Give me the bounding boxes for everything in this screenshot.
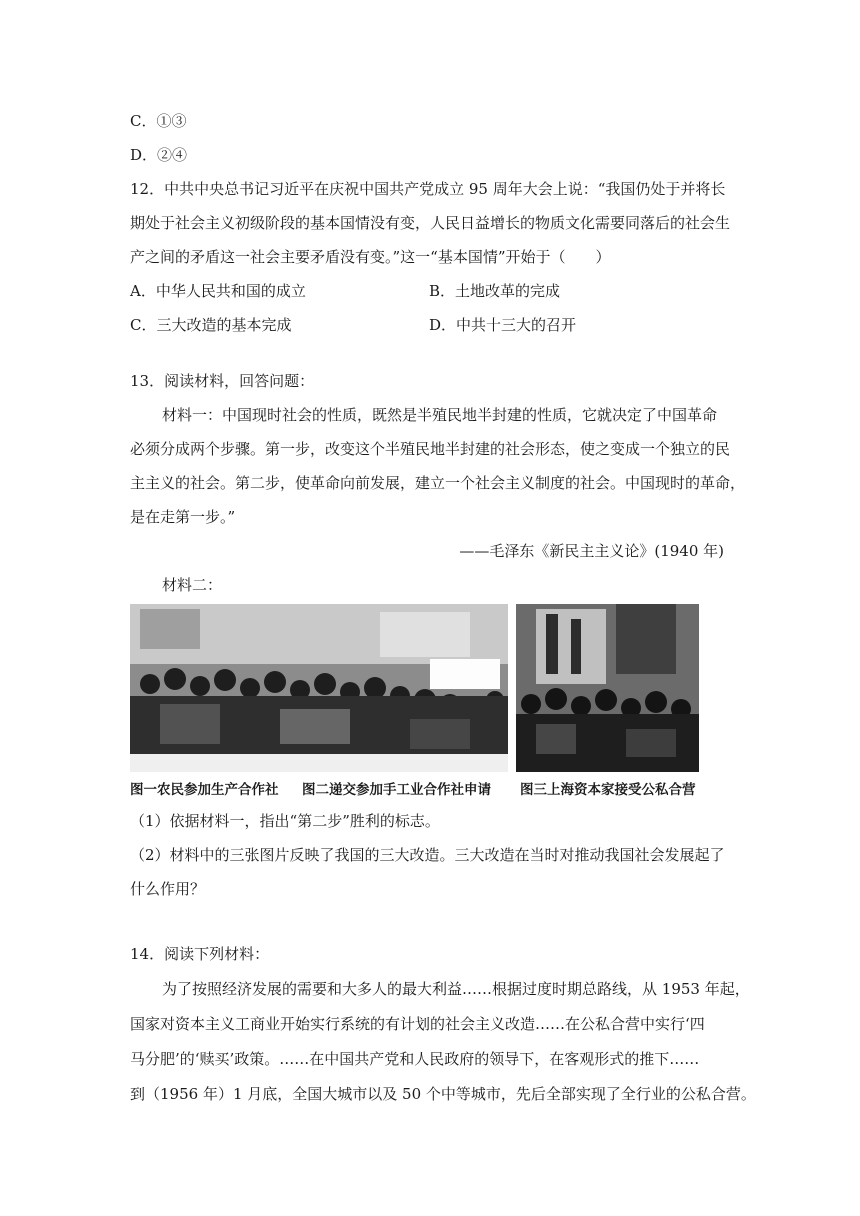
photo-shanghai-capitalists: [516, 604, 699, 772]
q12-option-a: A．中华人民共和国的成立: [130, 282, 306, 300]
q13-question-2-line-2: 什么作用？: [130, 880, 206, 898]
caption-2: 图二递交参加手工业合作社申请: [302, 782, 491, 798]
q12-stem-line-3: 产之间的矛盾这一社会主要矛盾没有变。”这一“基本国情”开始于（ ）: [130, 248, 611, 266]
option-d: D．②④: [130, 146, 188, 164]
q14-heading: 14．阅读下列材料：: [130, 945, 270, 963]
q14-material-line-4: 到（1956 年）1 月底，全国大城市以及 50 个中等城市，先后全部实现了全行业的公私合营。: [130, 1085, 756, 1103]
q13-material1-line-4: 是在走第一步。”: [130, 508, 236, 526]
photo-farmers-cooperative: [130, 604, 508, 772]
q12-option-b: B．土地改革的完成: [429, 282, 561, 300]
q14-material-line-2: 国家对资本主义工商业开始实行系统的有计划的社会主义改造……在公私合营中实行‘四: [130, 1015, 705, 1033]
q13-material1-line-1: 材料一：中国现时社会的性质，既然是半殖民地半封建的性质，它就决定了中国革命: [162, 406, 718, 424]
q14-material-line-1: 为了按照经济发展的需要和大多人的最大利益……根据过度时期总路线，从 1953 年起，: [162, 980, 750, 998]
q12-option-c: C．三大改造的基本完成: [130, 316, 292, 334]
q13-material1-line-2: 必须分成两个步骤。第一步，改变这个半殖民地半封建的社会形态，使之变成一个独立的民: [130, 440, 731, 458]
q12-stem-line-1: 12．中共中央总书记习近平在庆祝中国共产党成立 95 周年大会上说：“我国仍处于并将长: [130, 180, 726, 198]
q13-source: ——毛泽东《新民主主义论》(1940 年): [459, 542, 724, 560]
q13-question-2-line-1: （2）材料中的三张图片反映了我国的三大改造。三大改造在当时对推动我国社会发展起了: [130, 846, 725, 864]
q14-material-line-3: 马分肥’的‘赎买’政策。……在中国共产党和人民政府的领导下，在客观形式的推下……: [130, 1050, 700, 1068]
q13-heading: 13．阅读材料，回答问题：: [130, 372, 315, 390]
q12-stem-line-2: 期处于社会主义初级阶段的基本国情没有变，人民日益增长的物质文化需要同落后的社会生: [130, 214, 731, 232]
q12-option-d: D．中共十三大的召开: [429, 316, 577, 334]
q13-material1-line-3: 主主义的社会。第二步，使革命向前发展，建立一个社会主义制度的社会。中国现时的革命，: [130, 474, 746, 492]
option-c: C．①③: [130, 112, 187, 130]
caption-3: 图三上海资本家接受公私合营: [520, 782, 696, 798]
q13-question-1: （1）依据材料一，指出“第二步”胜利的标志。: [130, 812, 440, 830]
caption-1: 图一农民参加生产合作社: [130, 782, 279, 798]
q13-material2-label: 材料二：: [162, 576, 223, 594]
